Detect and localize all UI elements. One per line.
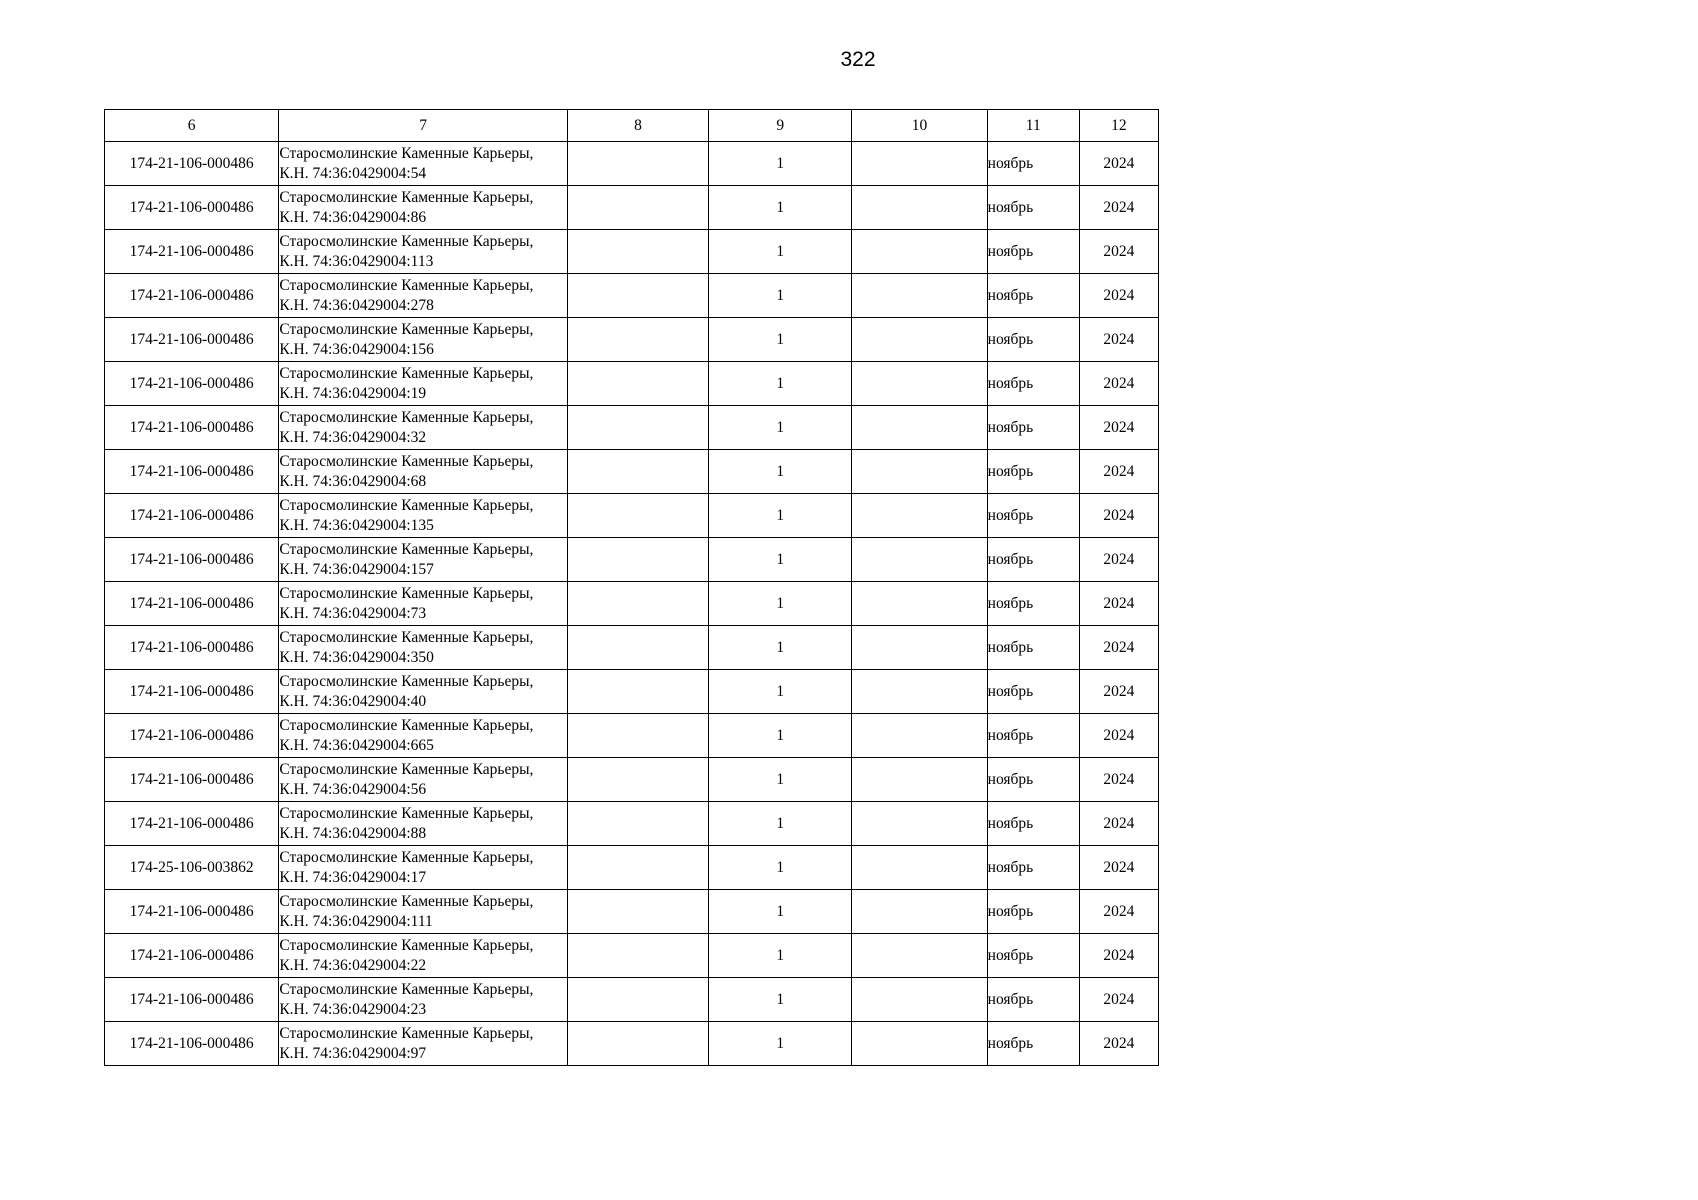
registry-code-cell: 174-21-106-000486 [105,626,279,670]
year-cell: 2024 [1079,274,1158,318]
object-name: Старосмолинские Каменные Карьеры, [279,540,534,558]
table-row [105,142,1159,186]
object-name: Старосмолинские Каменные Карьеры, [279,892,534,910]
object-description-cell [279,450,568,494]
month-cell: ноябрь [987,538,1079,582]
month-cell: ноябрь [987,362,1079,406]
column-9-cell: 1 [709,186,852,230]
column-10-cell [852,362,987,406]
year-cell: 2024 [1079,450,1158,494]
month-cell: ноябрь [987,582,1079,626]
year-cell: 2024 [1079,494,1158,538]
column-8-cell [567,758,708,802]
month-cell: ноябрь [987,714,1079,758]
table-row [105,230,1159,274]
cadastral-number: К.Н. 74:36:0429004:111 [279,912,433,930]
cadastral-number: К.Н. 74:36:0429004:73 [279,604,427,622]
month-cell: ноябрь [987,978,1079,1022]
year-cell: 2024 [1079,362,1158,406]
registry-code-cell: 174-25-106-003862 [105,846,279,890]
object-name: Старосмолинские Каменные Карьеры, [279,628,534,646]
year-cell: 2024 [1079,538,1158,582]
object-name: Старосмолинские Каменные Карьеры, [279,1024,534,1042]
month-cell: ноябрь [987,626,1079,670]
column-8-cell [567,274,708,318]
cadastral-number: К.Н. 74:36:0429004:40 [279,692,427,710]
column-10-cell [852,890,987,934]
object-description-cell [279,318,568,362]
table-header [105,110,1159,142]
column-10-cell [852,1022,987,1066]
registry-code-cell: 174-21-106-000486 [105,406,279,450]
registry-code-cell: 174-21-106-000486 [105,890,279,934]
table-row [105,934,1159,978]
registry-code-cell: 174-21-106-000486 [105,186,279,230]
column-10-cell [852,714,987,758]
cadastral-number: К.Н. 74:36:0429004:56 [279,780,427,798]
object-description-cell [279,890,568,934]
object-description-cell [279,538,568,582]
object-description-cell [279,846,568,890]
column-9-cell: 1 [709,362,852,406]
column-10-cell [852,494,987,538]
registry-code-cell: 174-21-106-000486 [105,582,279,626]
registry-code-cell: 174-21-106-000486 [105,978,279,1022]
column-8-cell [567,846,708,890]
cadastral-number: К.Н. 74:36:0429004:278 [279,296,434,314]
column-8-cell [567,670,708,714]
column-9-cell: 1 [709,846,852,890]
object-description-cell [279,362,568,406]
column-8-cell [567,186,708,230]
cadastral-number: К.Н. 74:36:0429004:113 [279,252,434,270]
table-row [105,670,1159,714]
column-8-cell [567,406,708,450]
column-8-cell [567,142,708,186]
object-name: Старосмолинские Каменные Карьеры, [279,188,534,206]
year-cell: 2024 [1079,1022,1158,1066]
cadastral-number: К.Н. 74:36:0429004:19 [279,384,427,402]
object-name: Старосмолинские Каменные Карьеры, [279,408,534,426]
cadastral-number: К.Н. 74:36:0429004:97 [279,1044,427,1062]
object-name: Старосмолинские Каменные Карьеры, [279,672,534,690]
column-10-cell [852,934,987,978]
column-10-cell [852,670,987,714]
column-8-cell [567,802,708,846]
table-row [105,318,1159,362]
column-10-cell [852,186,987,230]
year-cell: 2024 [1079,978,1158,1022]
cadastral-number: К.Н. 74:36:0429004:156 [279,340,434,358]
year-cell: 2024 [1079,186,1158,230]
column-10-cell [852,274,987,318]
registry-code-cell: 174-21-106-000486 [105,450,279,494]
year-cell: 2024 [1079,758,1158,802]
month-cell: ноябрь [987,802,1079,846]
object-name: Старосмолинские Каменные Карьеры, [279,716,534,734]
column-9-cell: 1 [709,978,852,1022]
cadastral-number: К.Н. 74:36:0429004:23 [279,1000,427,1018]
table-row [105,626,1159,670]
column-10-cell [852,450,987,494]
object-description-cell [279,758,568,802]
column-8-cell [567,978,708,1022]
column-10-cell [852,318,987,362]
table-row [105,846,1159,890]
cadastral-number: К.Н. 74:36:0429004:88 [279,824,427,842]
page-number: 322 [840,48,876,71]
year-cell: 2024 [1079,890,1158,934]
cadastral-number: К.Н. 74:36:0429004:665 [279,736,434,754]
cadastral-number: К.Н. 74:36:0429004:350 [279,648,434,666]
year-cell: 2024 [1079,846,1158,890]
column-9-cell: 1 [709,890,852,934]
year-cell: 2024 [1079,626,1158,670]
cadastral-number: К.Н. 74:36:0429004:22 [279,956,427,974]
column-9-cell: 1 [709,934,852,978]
column-10-cell [852,802,987,846]
column-8-cell [567,538,708,582]
column-8-cell [567,318,708,362]
year-cell: 2024 [1079,670,1158,714]
column-9-cell: 1 [709,538,852,582]
month-cell: ноябрь [987,406,1079,450]
registry-code-cell: 174-21-106-000486 [105,318,279,362]
column-header: 11 [987,110,1079,142]
table-row [105,538,1159,582]
column-8-cell [567,582,708,626]
header-row [105,110,1159,142]
object-name: Старосмолинские Каменные Карьеры, [279,980,534,998]
year-cell: 2024 [1079,582,1158,626]
column-8-cell [567,626,708,670]
object-name: Старосмолинские Каменные Карьеры, [279,584,534,602]
object-description-cell [279,274,568,318]
year-cell: 2024 [1079,934,1158,978]
year-cell: 2024 [1079,406,1158,450]
table-row [105,450,1159,494]
column-8-cell [567,230,708,274]
table-row [105,714,1159,758]
registry-code-cell: 174-21-106-000486 [105,230,279,274]
object-description-cell [279,582,568,626]
registry-code-cell: 174-21-106-000486 [105,1022,279,1066]
registry-code-cell: 174-21-106-000486 [105,670,279,714]
cadastral-number: К.Н. 74:36:0429004:32 [279,428,427,446]
column-10-cell [852,142,987,186]
column-8-cell [567,362,708,406]
column-10-cell [852,626,987,670]
column-header: 7 [279,110,568,142]
column-header: 12 [1079,110,1158,142]
month-cell: ноябрь [987,1022,1079,1066]
month-cell: ноябрь [987,318,1079,362]
table-body [105,142,1159,1066]
object-description-cell [279,978,568,1022]
column-8-cell [567,934,708,978]
table-row [105,274,1159,318]
cadastral-number: К.Н. 74:36:0429004:157 [279,560,434,578]
document-table [104,109,1159,1066]
object-name: Старосмолинские Каменные Карьеры, [279,804,534,822]
object-name: Старосмолинские Каменные Карьеры, [279,848,534,866]
year-cell: 2024 [1079,714,1158,758]
object-description-cell [279,934,568,978]
cadastral-number: К.Н. 74:36:0429004:86 [279,208,427,226]
column-9-cell: 1 [709,230,852,274]
registry-code-cell: 174-21-106-000486 [105,142,279,186]
column-10-cell [852,978,987,1022]
object-name: Старосмолинские Каменные Карьеры, [279,364,534,382]
cadastral-number: К.Н. 74:36:0429004:68 [279,472,427,490]
object-name: Старосмолинские Каменные Карьеры, [279,144,534,162]
cadastral-number: К.Н. 74:36:0429004:54 [279,164,427,182]
month-cell: ноябрь [987,890,1079,934]
registry-code-cell: 174-21-106-000486 [105,934,279,978]
column-header: 9 [709,110,852,142]
column-8-cell [567,1022,708,1066]
month-cell: ноябрь [987,230,1079,274]
object-name: Старосмолинские Каменные Карьеры, [279,320,534,338]
registry-code-cell: 174-21-106-000486 [105,274,279,318]
column-9-cell: 1 [709,494,852,538]
object-name: Старосмолинские Каменные Карьеры, [279,760,534,778]
registry-code-cell: 174-21-106-000486 [105,758,279,802]
object-name: Старосмолинские Каменные Карьеры, [279,936,534,954]
column-9-cell: 1 [709,626,852,670]
column-8-cell [567,890,708,934]
column-10-cell [852,230,987,274]
column-9-cell: 1 [709,274,852,318]
month-cell: ноябрь [987,934,1079,978]
object-description-cell [279,230,568,274]
month-cell: ноябрь [987,142,1079,186]
cadastral-number: К.Н. 74:36:0429004:135 [279,516,434,534]
year-cell: 2024 [1079,318,1158,362]
cadastral-number: К.Н. 74:36:0429004:17 [279,868,427,886]
object-name: Старосмолинские Каменные Карьеры, [279,276,534,294]
month-cell: ноябрь [987,186,1079,230]
month-cell: ноябрь [987,450,1079,494]
column-9-cell: 1 [709,670,852,714]
object-description-cell [279,802,568,846]
object-description-cell [279,142,568,186]
column-10-cell [852,758,987,802]
table-row [105,758,1159,802]
object-name: Старосмолинские Каменные Карьеры, [279,232,534,250]
column-9-cell: 1 [709,714,852,758]
column-10-cell [852,406,987,450]
registry-code-cell: 174-21-106-000486 [105,362,279,406]
object-description-cell [279,670,568,714]
month-cell: ноябрь [987,274,1079,318]
registry-code-cell: 174-21-106-000486 [105,538,279,582]
column-10-cell [852,538,987,582]
column-9-cell: 1 [709,450,852,494]
table-row [105,406,1159,450]
object-description-cell [279,1022,568,1066]
registry-code-cell: 174-21-106-000486 [105,494,279,538]
table-row [105,890,1159,934]
column-8-cell [567,450,708,494]
table-row [105,1022,1159,1066]
column-header: 10 [852,110,987,142]
month-cell: ноябрь [987,670,1079,714]
registry-code-cell: 174-21-106-000486 [105,714,279,758]
table-row [105,186,1159,230]
column-9-cell: 1 [709,1022,852,1066]
column-8-cell [567,714,708,758]
column-9-cell: 1 [709,142,852,186]
year-cell: 2024 [1079,142,1158,186]
column-10-cell [852,846,987,890]
table-row [105,494,1159,538]
column-8-cell [567,494,708,538]
column-9-cell: 1 [709,802,852,846]
column-9-cell: 1 [709,318,852,362]
object-name: Старосмолинские Каменные Карьеры, [279,496,534,514]
object-description-cell [279,406,568,450]
month-cell: ноябрь [987,846,1079,890]
object-description-cell [279,186,568,230]
table-row [105,978,1159,1022]
object-description-cell [279,494,568,538]
table-row [105,802,1159,846]
year-cell: 2024 [1079,230,1158,274]
column-header: 6 [105,110,279,142]
column-header: 8 [567,110,708,142]
object-description-cell [279,714,568,758]
table-row [105,582,1159,626]
month-cell: ноябрь [987,758,1079,802]
column-9-cell: 1 [709,758,852,802]
month-cell: ноябрь [987,494,1079,538]
object-description-cell [279,626,568,670]
column-9-cell: 1 [709,406,852,450]
table-row [105,362,1159,406]
column-10-cell [852,582,987,626]
registry-code-cell: 174-21-106-000486 [105,802,279,846]
column-9-cell: 1 [709,582,852,626]
object-name: Старосмолинские Каменные Карьеры, [279,452,534,470]
year-cell: 2024 [1079,802,1158,846]
